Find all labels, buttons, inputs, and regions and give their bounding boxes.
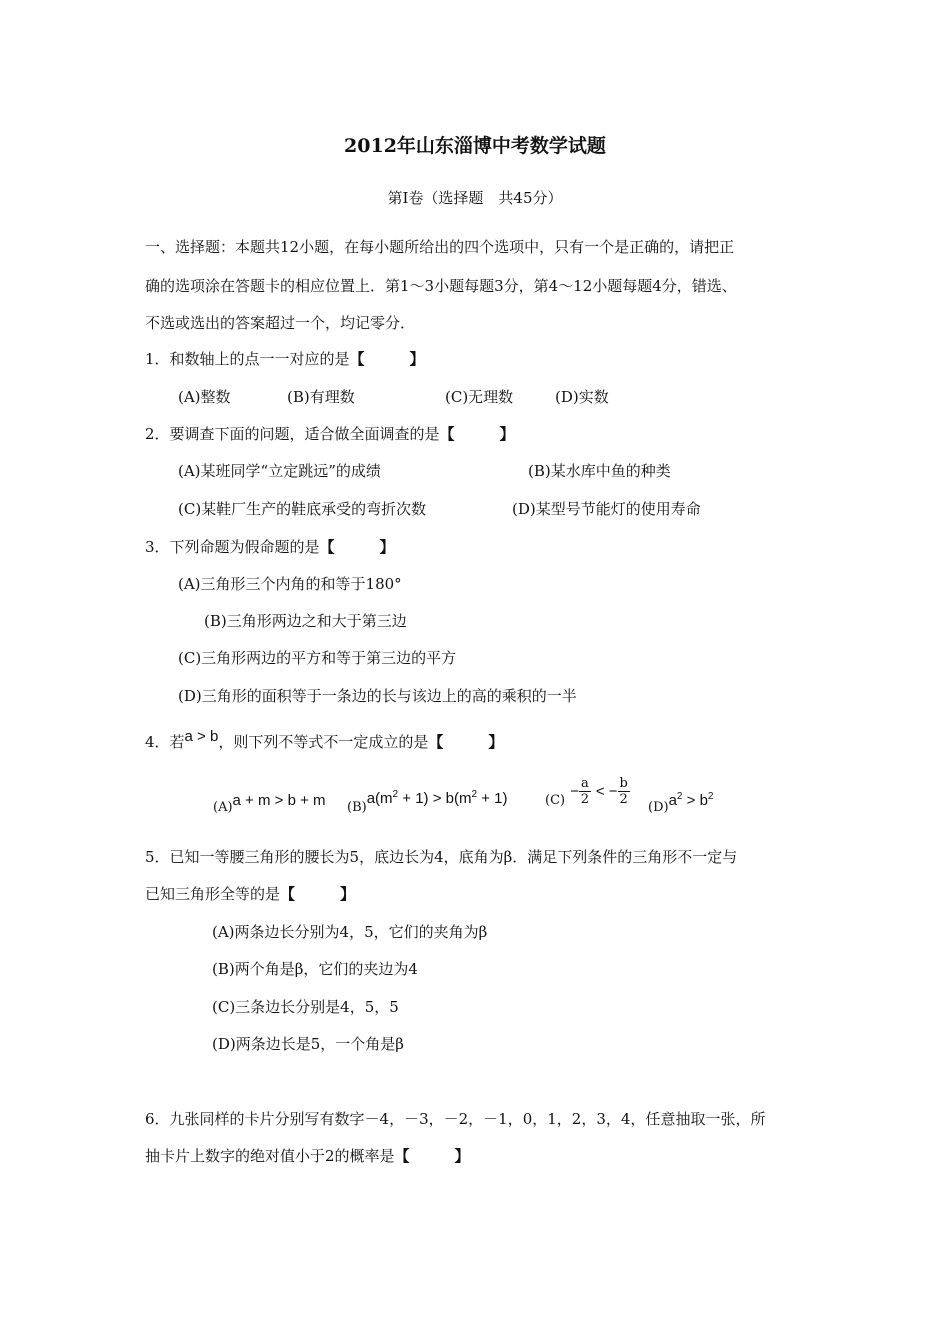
q1-option-a: (A)整数 bbox=[178, 388, 231, 406]
q3-option-c: (C)三角形两边的平方和等于第三边的平方 bbox=[178, 649, 457, 667]
q1-option-d: (D)实数 bbox=[555, 388, 609, 406]
q1-option-b: (B)有理数 bbox=[287, 388, 355, 406]
instructions-line-3: 不选或选出的答案超过一个，均记零分． bbox=[145, 314, 416, 332]
q3-option-a: (A)三角形三个内角的和等于180° bbox=[178, 575, 402, 593]
question-6-stem-line-1: 6．九张同样的卡片分别写有数字－4，－3，－2，－1，0，1，2，3，4，任意抽取一张，所 bbox=[145, 1110, 766, 1128]
answer-bracket: 【 】 bbox=[428, 733, 504, 751]
q4-condition: a > b bbox=[184, 728, 219, 745]
q4-option-c: $_{(C)}$ − $\frac{a}{2}$ < − $\frac{b}{2}$ bbox=[545, 776, 628, 808]
q5-option-c: (C)三条边长分别是4，5，5 bbox=[212, 998, 399, 1016]
answer-bracket: 【 】 bbox=[349, 350, 425, 368]
q5-option-d: (D)两条边长是5，一个角是β bbox=[212, 1035, 404, 1053]
q4-option-a: (A)a + m > b + m bbox=[213, 792, 326, 815]
q2-option-a: (A)某班同学“立定跳远”的成绩 bbox=[178, 462, 381, 480]
fraction-a-over-2: $\frac{a}{2}$ bbox=[580, 776, 589, 807]
answer-bracket: 【 】 bbox=[280, 885, 356, 903]
page-title: 2012年山东淄博中考数学试题 bbox=[344, 135, 606, 157]
q4-option-d: $(D)a^2 > b^2$ bbox=[648, 791, 714, 815]
q2-option-d: (D)某型号节能灯的使用寿命 bbox=[512, 500, 701, 518]
q5-option-b: (B)两个角是β，它们的夹边为4 bbox=[212, 960, 418, 978]
question-4-stem: 4．若a > b，则下列不等式不一定成立的是【 】 bbox=[145, 728, 504, 751]
section-subtitle: 第Ⅰ卷（选择题 共45分） bbox=[387, 189, 563, 207]
q3-option-b: (B)三角形两边之和大于第三边 bbox=[204, 612, 407, 630]
answer-bracket: 【 】 bbox=[394, 1147, 470, 1165]
q5-option-a: (A)两条边长分别为4，5，它们的夹角为β bbox=[212, 923, 488, 941]
question-2-stem: 2．要调查下面的问题，适合做全面调查的是【 】 bbox=[145, 425, 515, 443]
q4-option-b: $(B)a(m^2 + 1) > b(m^2 + 1)$ bbox=[347, 789, 508, 815]
fraction-b-over-2: $\frac{b}{2}$ bbox=[619, 776, 628, 807]
answer-bracket: 【 】 bbox=[439, 425, 515, 443]
instructions-line-1: 一、选择题：本题共12小题，在每小题所给出的四个选项中，只有一个是正确的，请把正 bbox=[145, 238, 735, 256]
question-1-stem: 1．和数轴上的点一一对应的是【 】 bbox=[145, 350, 425, 368]
question-5-stem-line-1: 5．已知一等腰三角形的腰长为5，底边长为4，底角为β．满足下列条件的三角形不一定与 bbox=[145, 848, 738, 866]
question-5-stem-line-2: 已知三角形全等的是【 】 bbox=[145, 885, 356, 903]
q2-option-c: (C)某鞋厂生产的鞋底承受的弯折次数 bbox=[178, 500, 427, 518]
q1-option-c: (C)无理数 bbox=[445, 388, 514, 406]
answer-bracket: 【 】 bbox=[319, 538, 395, 556]
q3-option-d: (D)三角形的面积等于一条边的长与该边上的高的乘积的一半 bbox=[178, 687, 577, 705]
instructions-line-2: 确的选项涂在答题卡的相应位置上．第1～3小题每题3分，第4～12小题每题4分，错选、 bbox=[145, 277, 737, 295]
question-6-stem-line-2: 抽卡片上数字的绝对值小于2的概率是【 】 bbox=[145, 1147, 470, 1165]
question-3-stem: 3．下列命题为假命题的是【 】 bbox=[145, 538, 395, 556]
q2-option-b: (B)某水库中鱼的种类 bbox=[528, 462, 671, 480]
